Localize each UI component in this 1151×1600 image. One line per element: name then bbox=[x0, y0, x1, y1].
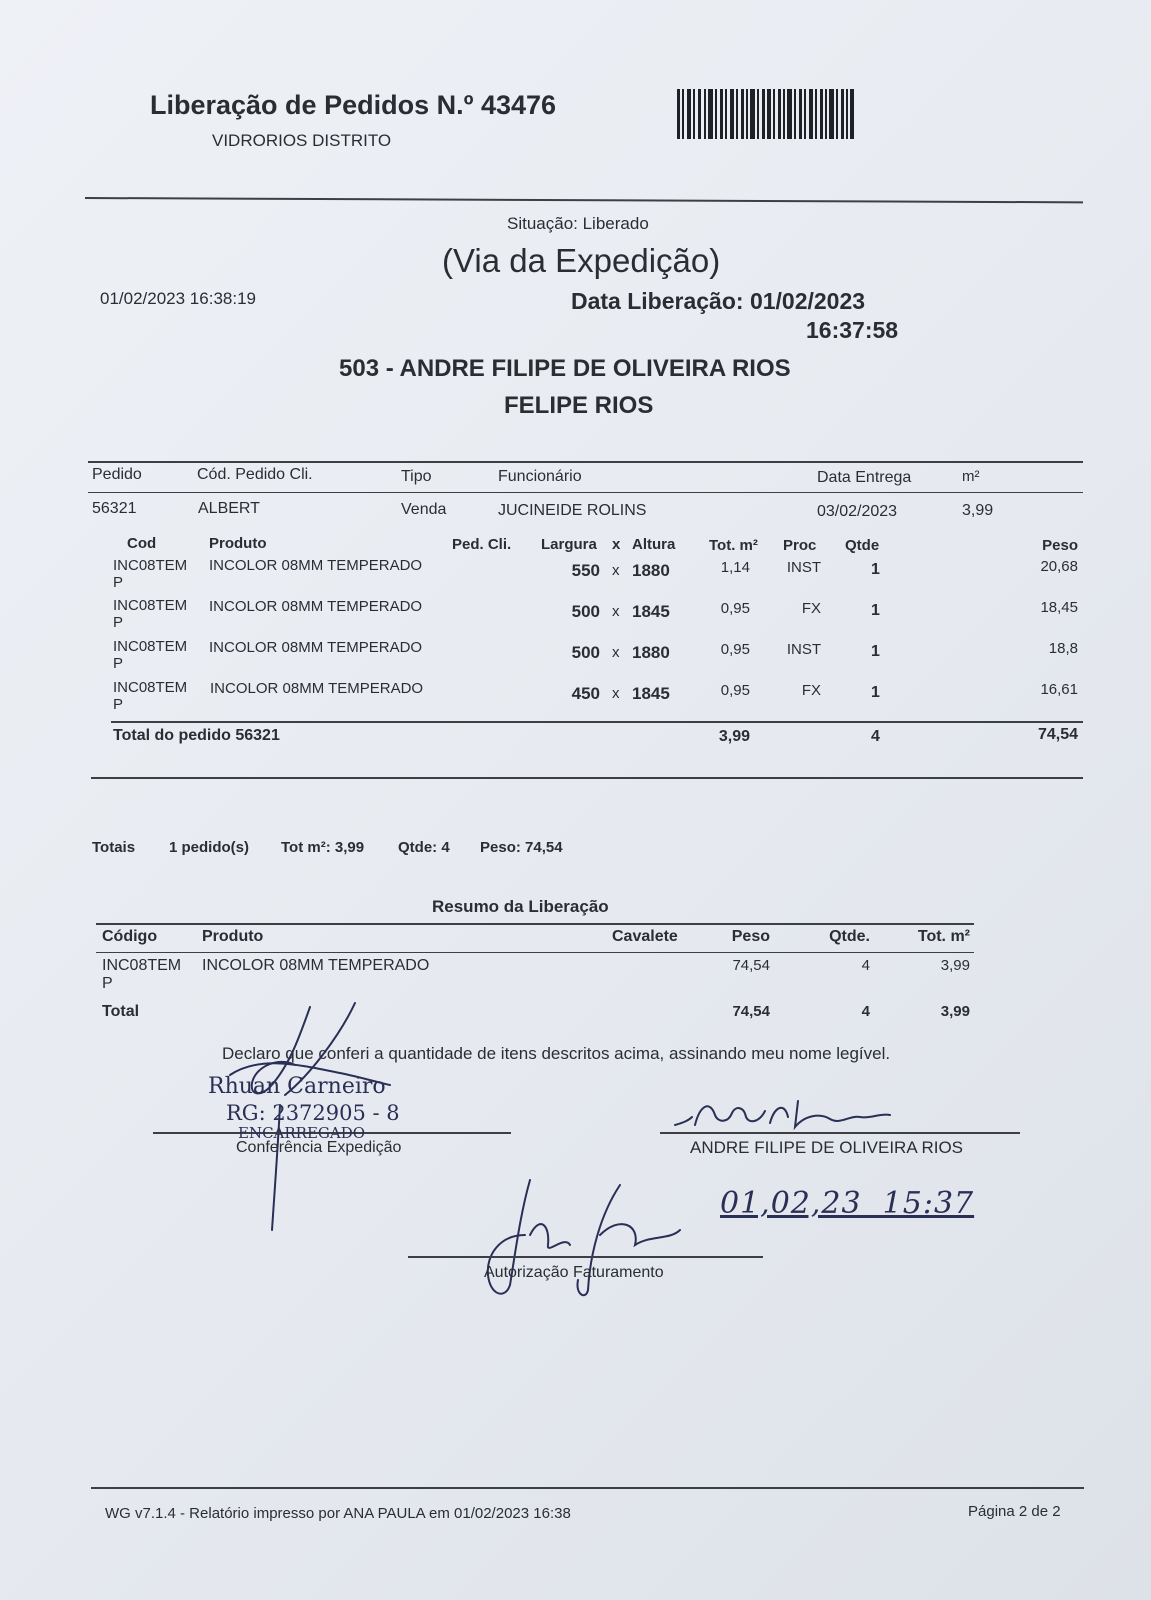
item-tot-m2: 0,95 bbox=[720, 600, 750, 617]
col-m2: m² bbox=[962, 468, 980, 485]
item-proc: FX bbox=[801, 682, 821, 699]
data-liberacao-time: 16:37:58 bbox=[806, 317, 899, 343]
col-x: x bbox=[612, 536, 621, 553]
client-short-name: FELIPE RIOS bbox=[504, 392, 654, 419]
footer-divider bbox=[91, 1487, 1084, 1489]
pedido-value: 56321 bbox=[92, 500, 137, 517]
col-produto: Produto bbox=[209, 535, 267, 552]
total-pedido-m2: 3,99 bbox=[718, 728, 750, 745]
item-produto: INCOLOR 08MM TEMPERADO bbox=[209, 639, 423, 656]
tipo-value: Venda bbox=[401, 501, 447, 518]
resumo-title: Resumo da Liberação bbox=[432, 897, 609, 916]
autorizacao-signature-line bbox=[408, 1256, 763, 1258]
col-data-entrega: Data Entrega bbox=[817, 469, 912, 486]
item-x: x bbox=[612, 562, 620, 579]
col-tot-m2: Tot. m² bbox=[709, 537, 758, 554]
item-produto: INCOLOR 08MM TEMPERADO bbox=[209, 598, 423, 615]
totals-qtde: Qtde: 4 bbox=[398, 839, 450, 856]
handwritten-date: 01,02,23 15:37 bbox=[720, 1186, 975, 1221]
col-cod: Cod bbox=[127, 535, 157, 552]
items-total-line bbox=[111, 721, 1083, 723]
col-pedido: Pedido bbox=[92, 466, 142, 483]
item-proc: INST bbox=[786, 641, 821, 658]
declaration-text: Declaro que conferi a quantidade de itens descritos acima, assinando meu nome legível. bbox=[222, 1044, 891, 1063]
client-signature-icon bbox=[670, 1095, 920, 1135]
col-tipo: Tipo bbox=[401, 468, 432, 485]
resumo-qtde: 4 bbox=[861, 957, 870, 974]
autorizacao-label: Autorização Faturamento bbox=[484, 1264, 664, 1281]
cod-pedido-cli-value: ALBERT bbox=[198, 500, 260, 517]
item-largura: 450 bbox=[571, 684, 600, 703]
printed-datetime: 01/02/2023 16:38:19 bbox=[100, 289, 256, 308]
total-pedido-peso: 74,54 bbox=[1037, 726, 1078, 743]
item-proc: FX bbox=[801, 600, 821, 617]
resumo-col-cavalete: Cavalete bbox=[612, 928, 678, 945]
footer-page-number: Página 2 de 2 bbox=[968, 1503, 1061, 1520]
resumo-col-peso: Peso bbox=[731, 928, 770, 945]
footer-left-text: WG v7.1.4 - Relatório impresso por ANA PAULA em 01/02/2023 16:38 bbox=[105, 1505, 571, 1522]
total-pedido-label: Total do pedido 56321 bbox=[113, 727, 280, 744]
funcionario-value: JUCINEIDE ROLINS bbox=[498, 502, 647, 519]
document-title: Liberação de Pedidos N.º 43476 bbox=[150, 90, 557, 120]
col-cod-pedido-cli: Cód. Pedido Cli. bbox=[197, 466, 313, 483]
stamp-name: Rhuan Carneiro bbox=[208, 1074, 386, 1099]
item-produto: INCOLOR 08MM TEMPERADO bbox=[209, 557, 423, 574]
data-liberacao: Data Liberação: 01/02/2023 bbox=[571, 288, 866, 314]
totals-pedidos: 1 pedido(s) bbox=[169, 839, 250, 856]
item-x: x bbox=[612, 603, 620, 620]
client-signature-label: ANDRE FILIPE DE OLIVEIRA RIOS bbox=[690, 1138, 964, 1157]
totals-peso: Peso: 74,54 bbox=[480, 839, 563, 856]
total-pedido-qtde: 4 bbox=[871, 728, 880, 745]
item-cod: INC08TEM P bbox=[113, 597, 188, 631]
item-qtde: 1 bbox=[871, 684, 880, 701]
item-largura: 500 bbox=[571, 602, 600, 621]
col-proc: Proc bbox=[783, 537, 817, 554]
item-peso: 16,61 bbox=[1040, 681, 1078, 698]
via-title: (Via da Expedição) bbox=[442, 242, 721, 279]
autorizacao-signature-icon bbox=[470, 1175, 700, 1305]
client-signature-line bbox=[660, 1132, 1020, 1134]
situacao-text: Situação: Liberado bbox=[507, 214, 649, 233]
col-peso: Peso bbox=[1042, 537, 1078, 554]
item-tot-m2: 0,95 bbox=[720, 682, 750, 699]
item-cod: INC08TEM P bbox=[113, 638, 188, 672]
resumo-col-tot-m2: Tot. m² bbox=[917, 928, 970, 945]
item-peso: 18,8 bbox=[1048, 640, 1078, 657]
resumo-total-qtde: 4 bbox=[861, 1003, 870, 1020]
item-tot-m2: 0,95 bbox=[720, 641, 750, 658]
data-entrega-value: 03/02/2023 bbox=[817, 503, 898, 520]
resumo-top-line bbox=[96, 923, 974, 925]
resumo-total-peso: 74,54 bbox=[732, 1003, 770, 1020]
company-name: VIDRORIOS DISTRITO bbox=[212, 131, 392, 150]
col-ped-cli: Ped. Cli. bbox=[452, 536, 512, 553]
item-largura: 500 bbox=[571, 643, 600, 662]
item-qtde: 1 bbox=[871, 602, 880, 619]
barcode-icon bbox=[677, 89, 855, 139]
item-altura: 1880 bbox=[632, 643, 670, 662]
resumo-total-label: Total bbox=[102, 1003, 140, 1020]
item-cod: INC08TEM P bbox=[113, 557, 188, 591]
col-funcionario: Funcionário bbox=[498, 468, 582, 485]
header-divider bbox=[85, 197, 1083, 203]
totals-label: Totais bbox=[92, 839, 136, 856]
item-x: x bbox=[612, 685, 620, 702]
item-altura: 1845 bbox=[632, 602, 670, 621]
conferencia-label: Conferência Expedição bbox=[236, 1139, 402, 1156]
resumo-tot-m2: 3,99 bbox=[940, 957, 970, 974]
item-tot-m2: 1,14 bbox=[720, 559, 750, 576]
resumo-col-qtde: Qtde. bbox=[829, 928, 870, 945]
items-bottom-line bbox=[91, 777, 1083, 779]
item-largura: 550 bbox=[571, 561, 600, 580]
item-produto: INCOLOR 08MM TEMPERADO bbox=[210, 680, 424, 697]
resumo-total-m2: 3,99 bbox=[940, 1003, 970, 1020]
m2-value: 3,99 bbox=[962, 502, 994, 519]
client-name: 503 - ANDRE FILIPE DE OLIVEIRA RIOS bbox=[339, 355, 791, 382]
col-altura: Altura bbox=[632, 536, 676, 553]
stamp-rg: RG: 2372905 - 8 bbox=[226, 1101, 400, 1125]
stamp-role: ENCARREGADO bbox=[238, 1124, 366, 1142]
item-qtde: 1 bbox=[871, 643, 880, 660]
resumo-col-codigo: Código bbox=[102, 928, 158, 945]
resumo-mid-line bbox=[96, 952, 974, 953]
resumo-codigo: INC08TEM P bbox=[102, 957, 182, 992]
totals-m2: Tot m²: 3,99 bbox=[281, 839, 365, 856]
resumo-col-produto: Produto bbox=[202, 928, 264, 945]
item-qtde: 1 bbox=[871, 561, 880, 578]
item-proc: INST bbox=[786, 559, 821, 576]
order-header-top-line bbox=[88, 461, 1083, 463]
item-x: x bbox=[612, 644, 620, 661]
item-altura: 1880 bbox=[632, 561, 670, 580]
item-altura: 1845 bbox=[632, 684, 670, 703]
col-qtde: Qtde bbox=[845, 537, 880, 554]
col-largura: Largura bbox=[541, 536, 597, 553]
resumo-peso: 74,54 bbox=[732, 957, 770, 974]
item-peso: 18,45 bbox=[1040, 599, 1078, 616]
resumo-produto: INCOLOR 08MM TEMPERADO bbox=[202, 957, 430, 974]
item-cod: INC08TEM P bbox=[113, 679, 188, 713]
item-peso: 20,68 bbox=[1040, 558, 1078, 575]
order-header-mid-line bbox=[88, 492, 1083, 493]
